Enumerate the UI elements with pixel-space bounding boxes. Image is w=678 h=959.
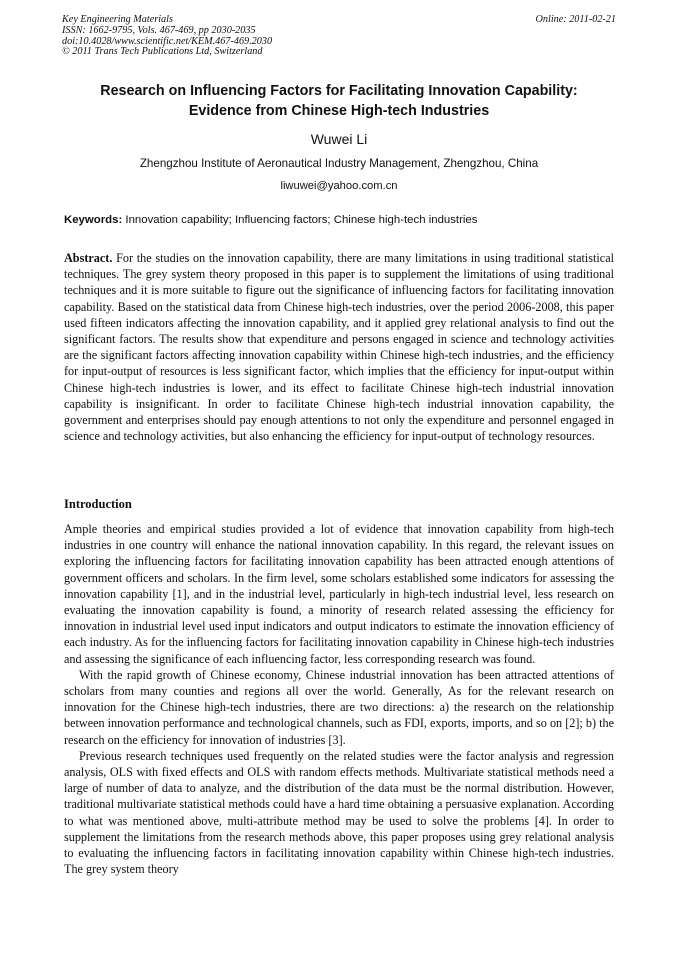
- copyright-line: © 2011 Trans Tech Publications Ltd, Switzerland: [62, 46, 263, 58]
- journal-header: [62, 15, 616, 58]
- abstract-paragraph: [64, 250, 614, 444]
- author-affiliation: Zhengzhou Institute of Aeronautical Industry Management, Zhengzhou, China: [139, 157, 539, 170]
- keywords-label: Keywords:: [64, 214, 123, 226]
- doi-line: doi:10.4028/www.scientific.net/KEM.467-469.2030: [62, 35, 273, 47]
- abstract-text: For the studies on the innovation capability, there are many limitations in using traditional statistical techniques. The grey system theory proposed in this paper is to supplement the limitations of using traditional techniques and it is more suitable to figure out the significance of influencing factors for facilitating innovation capability. Based on the statistical data from Chinese high-tech industries, over the period 2006-2008, this paper used fifteen indicators affecting the innovation capability, and it applied grey relational analysis to find out the significant factors. The results show that expenditure and persons engaged in science and technology activities are the significant factors affecting innovation capability within Chinese high-tech industries, and the efficiency for input-output of resources is less significant factor, which implies that the efficiency for input-output within Chinese high-tech industries is lower, and its effect to facilitate Chinese high-tech industrial innovation capability is insignificant. In order to facilitate Chinese high-tech industrial innovation capability, the government and enterprises should pay enough attentions to not only the expenditure and personnel engaged in science and technology activities, but also enhancing the efficiency for input-output of technology resources.: [64, 251, 614, 444]
- paper-title: [40, 82, 638, 121]
- journal-name: Key Engineering Materials: [62, 14, 173, 25]
- intro-paragraph-1: Ample theories and empirical studies provided a lot of evidence that innovation capability from high-tech industries in one country will enhance the national innovation capability. In this regard, the relevant issues on exploring the influencing factors for facilitating innovation capability has been attracted enough attentions of government officers and scholars. In the firm level, some scholars established some indicators for assessing the innovation capability [1], and in the industrial level, particularly in high-tech industrial level, less research on evaluating the innovation capability is found, a minority of research related assessing the efficiency for innovation in industrial level used input indicators and output indicators to estimate the innovation efficiency of each industry. As for the influencing factors for facilitating innovation capability in Chinese high-tech industries and assessing the significance of each influencing factor, less corresponding research was found.: [64, 522, 614, 666]
- introduction-body: [64, 521, 614, 877]
- keywords-line: [64, 214, 624, 226]
- intro-paragraph-2: With the rapid growth of Chinese economy, Chinese industrial innovation has been attracted attentions of scholars from many counties and regions all over the world. Generally, As for the relevant research on innovation for the Chinese high-tech industries, there are two directions: a) the research on the relationship between innovation performance and technological channels, such as FDI, exports, imports, and so on [2]; b) the research on the efficiency for innovation of industries [3].: [64, 667, 614, 747]
- online-date: Online: 2011-02-21: [535, 14, 616, 25]
- author-name: Wuwei Li: [310, 131, 368, 147]
- title-line-1: Research on Influencing Factors for Facilitating Innovation Capability:: [100, 83, 578, 99]
- introduction-heading: Introduction: [64, 497, 132, 511]
- abstract-label: Abstract.: [64, 251, 113, 265]
- keywords-text: Innovation capability; Influencing factors; Chinese high-tech industries: [125, 214, 478, 226]
- title-line-2: Evidence from Chinese High-tech Industries: [188, 102, 490, 119]
- issn-line: ISSN: 1662-9795, Vols. 467-469, pp 2030-2035: [62, 24, 256, 36]
- intro-paragraph-3: Previous research techniques used frequently on the related studies were the factor analysis and regression analysis, OLS with fixed effects and OLS with random effects methods. Multivariate statistical methods need a large of number of data to analyze, and the distribution of the data must be the normal distribution. However, traditional multivariate statistical methods could have a hard time obtaining a persuasive explanation. According to what was mentioned above, multi-attribute method may be used to solve the problems [4]. In order to supplement the limitations from the research methods above, this paper proposes using grey relational analysis to evaluating the influencing factors in facilitating innovation capability within Chinese high-tech industries. The grey system theory: [64, 748, 614, 877]
- author-email: liwuwei@yahoo.com.cn: [280, 180, 398, 192]
